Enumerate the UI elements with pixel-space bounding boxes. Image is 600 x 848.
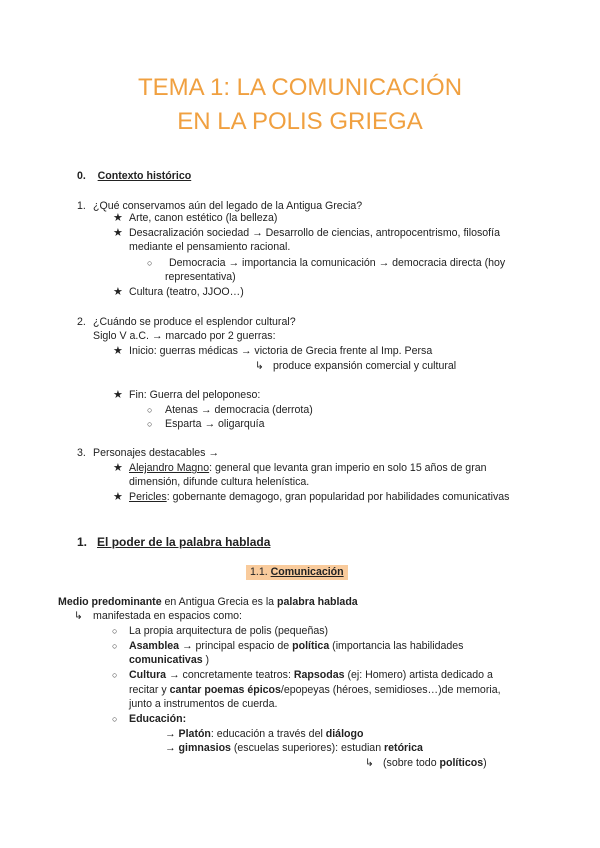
q3-alejandro-line-1 [129, 461, 487, 475]
subsection-1-1-heading [246, 565, 348, 580]
section-1-num: 1. [77, 535, 88, 549]
q2-bullet-1: Inicio: guerras médicas → victoria de Grecia frente al Imp. Persa [129, 345, 433, 357]
medio-item-2-line-1 [129, 639, 463, 653]
circle-bullet-icon: ○ [147, 258, 153, 268]
q1-bullet-1: Arte, canon estético (la belleza) [129, 212, 278, 224]
platon-text: : educación a través del [210, 728, 326, 740]
rapsodas-bold: Rapsodas [293, 669, 345, 681]
star-bullet-icon: ★ [113, 491, 123, 503]
section-1-heading [77, 535, 270, 549]
politica-bold: política [292, 640, 330, 652]
educacion-bold: Educación: [129, 713, 187, 725]
q2-sub-1: Atenas → democracia (derrota) [165, 404, 313, 416]
medio-text-1: en Antigua Grecia es la [161, 596, 278, 608]
q3-text: Personajes destacables → [93, 447, 220, 459]
circle-bullet-icon: ○ [112, 714, 118, 724]
pericles-name: Pericles [129, 491, 167, 503]
asamblea-text-2: (importancia las habilidades [329, 640, 464, 652]
pericles-text: : gobernante demagogo, gran popularidad por habilidades comunicativas [166, 491, 510, 503]
educacion-line-2 [165, 741, 423, 755]
q2-bullet-2: Fin: Guerra del peloponeso: [129, 389, 261, 401]
star-bullet-icon: ★ [113, 389, 123, 401]
title-line-2: EN LA POLIS GRIEGA [177, 108, 423, 135]
star-bullet-icon: ★ [113, 212, 123, 224]
circle-bullet-icon: ○ [112, 626, 118, 636]
circle-bullet-icon: ○ [147, 405, 153, 415]
q2-bullet-1-sub: produce expansión comercial y cultural [273, 360, 457, 372]
epopeyas-text: /epopeyas (héroes, semidioses…)de memoria, [280, 684, 501, 696]
q1-sub-line-1: Democracia → importancia la comunicación → democracia directa (hoy [169, 257, 506, 269]
star-bullet-icon: ★ [113, 227, 123, 239]
comunicativas-bold: comunicativas [129, 654, 203, 666]
q1-bullet-3: Cultura (teatro, JJOO…) [129, 286, 244, 298]
retorica-bold: retórica [384, 742, 423, 754]
subsection-1-1-num: 1.1. [250, 566, 268, 578]
asamblea-text: → principal espacio de [179, 640, 293, 652]
q1-sub-line-2: representativa) [165, 271, 236, 283]
star-bullet-icon: ★ [113, 462, 123, 474]
hook-arrow-icon: ↳ [365, 757, 374, 769]
section-0-heading [77, 169, 191, 183]
star-bullet-icon: ★ [113, 345, 123, 357]
medio-item-3-line-1 [129, 668, 493, 682]
q3-num: 3. [77, 447, 86, 459]
q1-bullet-2-line-2: mediante el pensamiento racional. [129, 241, 291, 253]
asamblea-bold: Asamblea [129, 640, 180, 652]
section-0-num: 0. [77, 170, 86, 182]
comunicativas-close: ) [202, 654, 210, 666]
sobre-todo-text: (sobre todo [383, 757, 440, 769]
q2-sub-2: Esparta → oligarquía [165, 418, 265, 430]
section-0-title: Contexto histórico [97, 170, 192, 182]
circle-bullet-icon: ○ [147, 419, 153, 429]
q1-bullet-2-line-1: Desacralización sociedad → Desarrollo de ciencias, antropocentrismo, filosofía [129, 227, 500, 239]
q2-num: 2. [77, 316, 86, 328]
alejandro-name: Alejandro Magno [129, 462, 210, 474]
star-bullet-icon: ★ [113, 286, 123, 298]
medio-item-4 [129, 712, 186, 726]
platon-bold: → Platón [165, 728, 211, 740]
medio-item-1: La propia arquitectura de polis (pequeñas) [129, 625, 329, 637]
q1-text: ¿Qué conservamos aún del legado de la Antigua Grecia? [93, 200, 363, 212]
recitar-text: recitar y [129, 684, 170, 696]
medio-bold-1: Medio predominante [58, 596, 162, 608]
q1-num: 1. [77, 200, 86, 212]
title-line-1: TEMA 1: LA COMUNICACIÓN [137, 74, 463, 101]
cantar-bold: cantar poemas épicos [169, 684, 281, 696]
q2-text: ¿Cuándo se produce el esplendor cultural? [93, 316, 296, 328]
medio-item-3-line-2 [129, 683, 501, 697]
medio-line [58, 595, 358, 609]
politicos-bold: políticos [439, 757, 484, 769]
subsection-1-1-title: Comunicación [270, 566, 344, 578]
section-1-title: El poder de la palabra hablada [97, 535, 271, 549]
q3-alejandro-line-2: dimensión, difunde cultura helenística. [129, 476, 310, 488]
hook-arrow-icon: ↳ [74, 610, 83, 622]
medio-arrow-text: manifestada en espacios como: [93, 610, 242, 622]
politicos-close: ) [483, 757, 487, 769]
dialogo-bold: diálogo [325, 728, 364, 740]
educacion-line-3 [383, 756, 487, 770]
circle-bullet-icon: ○ [112, 670, 118, 680]
educacion-line-1 [165, 727, 363, 741]
cultura-bold: Cultura [129, 669, 167, 681]
medio-item-3-line-3: junto a instrumentos de cuerda. [129, 698, 278, 710]
gimnasios-text: (escuelas superiores): estudian [230, 742, 385, 754]
medio-bold-2: palabra hablada [277, 596, 358, 608]
q3-pericles-line [129, 490, 509, 504]
cultura-text: → concretamente teatros: [166, 669, 294, 681]
rapsodas-text: (ej: Homero) artista dedicado a [344, 669, 493, 681]
gimnasios-bold: → gimnasios [165, 742, 231, 754]
circle-bullet-icon: ○ [112, 641, 118, 651]
medio-item-2-line-2 [129, 653, 209, 667]
hook-arrow-icon: ↳ [255, 360, 264, 372]
q2-line-2: Siglo V a.C. → marcado por 2 guerras: [93, 330, 276, 342]
alejandro-text: : general que levanta gran imperio en solo 15 años de gran [209, 462, 487, 474]
